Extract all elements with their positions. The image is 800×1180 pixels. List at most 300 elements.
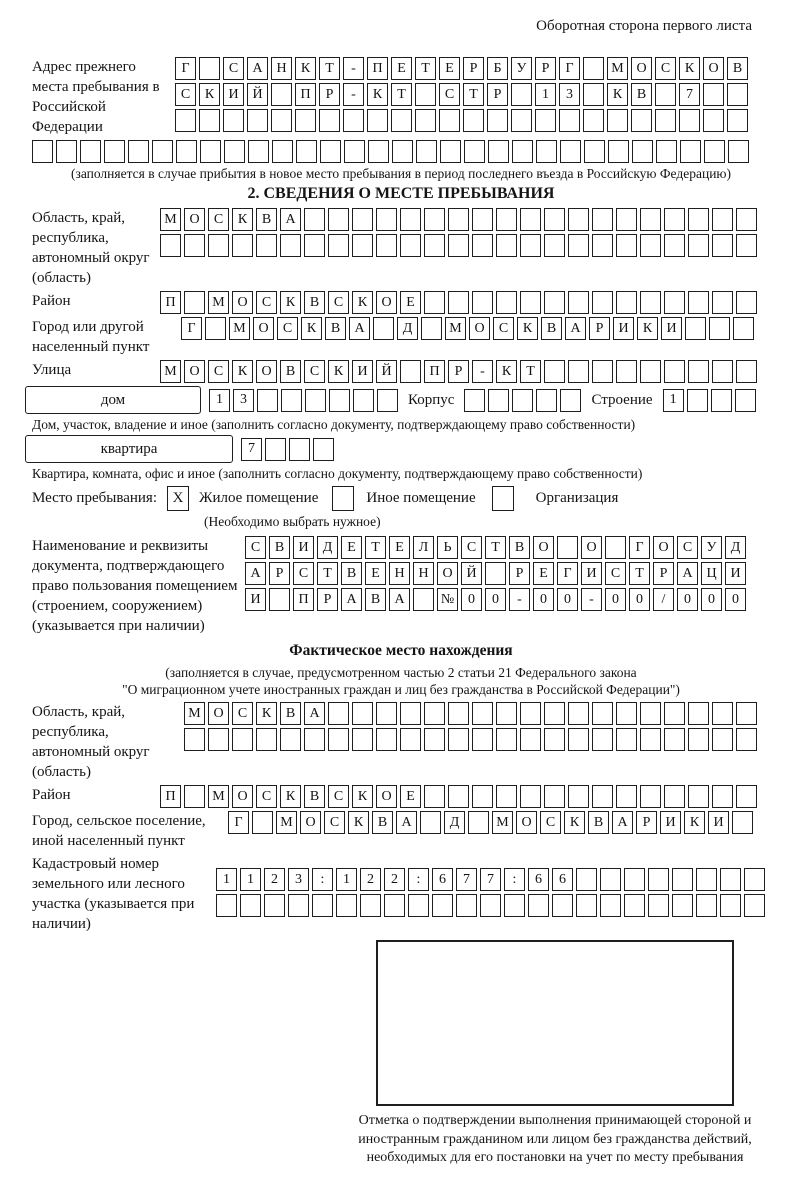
char-cell[interactable]: К <box>684 811 705 834</box>
char-cell[interactable] <box>568 234 589 257</box>
char-cell[interactable] <box>520 702 541 725</box>
char-cell[interactable] <box>424 208 445 231</box>
char-cell[interactable] <box>688 360 709 383</box>
char-cell[interactable] <box>648 868 669 891</box>
char-cell[interactable]: С <box>208 208 229 231</box>
checkbox-zhiloe[interactable]: X <box>167 486 189 511</box>
char-cell[interactable]: А <box>612 811 633 834</box>
char-cell[interactable] <box>496 234 517 257</box>
char-cell[interactable] <box>664 728 685 751</box>
char-cell[interactable]: О <box>703 57 724 80</box>
char-cell[interactable] <box>415 83 436 106</box>
char-cell[interactable] <box>80 140 101 163</box>
char-cell[interactable] <box>709 317 730 340</box>
char-cell[interactable]: К <box>328 360 349 383</box>
char-cell[interactable] <box>376 728 397 751</box>
char-cell[interactable] <box>32 140 53 163</box>
char-cell[interactable] <box>680 140 701 163</box>
char-cell[interactable]: А <box>341 588 362 611</box>
char-cell[interactable] <box>576 894 597 917</box>
char-cell[interactable] <box>376 208 397 231</box>
char-cell[interactable] <box>252 811 273 834</box>
char-cell[interactable] <box>377 389 398 412</box>
char-cell[interactable]: Д <box>725 536 746 559</box>
char-cell[interactable] <box>240 894 261 917</box>
char-cell[interactable]: 3 <box>233 389 254 412</box>
char-cell[interactable] <box>685 317 706 340</box>
char-cell[interactable] <box>520 728 541 751</box>
char-cell[interactable]: О <box>208 702 229 725</box>
char-cell[interactable]: О <box>653 536 674 559</box>
char-cell[interactable] <box>352 208 373 231</box>
char-cell[interactable]: У <box>511 57 532 80</box>
char-cell[interactable] <box>448 234 469 257</box>
char-cell[interactable]: 3 <box>559 83 580 106</box>
char-cell[interactable] <box>664 291 685 314</box>
char-cell[interactable] <box>468 811 489 834</box>
char-cell[interactable] <box>413 588 434 611</box>
char-cell[interactable]: С <box>277 317 298 340</box>
char-cell[interactable] <box>616 234 637 257</box>
char-cell[interactable] <box>744 868 765 891</box>
char-cell[interactable] <box>160 234 181 257</box>
char-cell[interactable] <box>424 728 445 751</box>
char-cell[interactable] <box>711 389 732 412</box>
char-cell[interactable] <box>271 109 292 132</box>
char-cell[interactable]: С <box>328 291 349 314</box>
char-cell[interactable] <box>496 728 517 751</box>
char-cell[interactable]: Е <box>391 57 412 80</box>
char-cell[interactable] <box>420 811 441 834</box>
char-cell[interactable] <box>328 208 349 231</box>
char-cell[interactable] <box>175 109 196 132</box>
char-cell[interactable] <box>688 728 709 751</box>
char-cell[interactable]: М <box>160 360 181 383</box>
char-cell[interactable] <box>271 83 292 106</box>
char-cell[interactable] <box>631 109 652 132</box>
char-cell[interactable] <box>687 389 708 412</box>
char-cell[interactable]: К <box>352 291 373 314</box>
char-cell[interactable] <box>448 702 469 725</box>
char-cell[interactable] <box>336 894 357 917</box>
char-cell[interactable] <box>688 291 709 314</box>
char-cell[interactable] <box>520 785 541 808</box>
char-cell[interactable]: В <box>256 208 277 231</box>
char-cell[interactable]: С <box>493 317 514 340</box>
char-cell[interactable]: П <box>295 83 316 106</box>
char-cell[interactable] <box>152 140 173 163</box>
char-cell[interactable] <box>368 140 389 163</box>
char-cell[interactable] <box>376 234 397 257</box>
char-cell[interactable]: И <box>661 317 682 340</box>
char-cell[interactable]: О <box>533 536 554 559</box>
char-cell[interactable]: М <box>208 291 229 314</box>
char-cell[interactable] <box>616 728 637 751</box>
char-cell[interactable] <box>679 109 700 132</box>
char-cell[interactable] <box>265 438 286 461</box>
char-cell[interactable] <box>511 83 532 106</box>
char-cell[interactable] <box>184 785 205 808</box>
char-cell[interactable] <box>472 702 493 725</box>
char-cell[interactable] <box>536 389 557 412</box>
char-cell[interactable]: О <box>581 536 602 559</box>
char-cell[interactable]: 0 <box>461 588 482 611</box>
char-cell[interactable] <box>616 208 637 231</box>
char-cell[interactable] <box>536 140 557 163</box>
char-cell[interactable]: Р <box>636 811 657 834</box>
char-cell[interactable]: 0 <box>725 588 746 611</box>
char-cell[interactable] <box>269 588 290 611</box>
char-cell[interactable] <box>559 109 580 132</box>
char-cell[interactable] <box>655 109 676 132</box>
char-cell[interactable] <box>568 291 589 314</box>
char-cell[interactable] <box>560 140 581 163</box>
char-cell[interactable] <box>281 389 302 412</box>
char-cell[interactable]: Р <box>317 588 338 611</box>
char-cell[interactable]: А <box>565 317 586 340</box>
char-cell[interactable] <box>544 785 565 808</box>
char-cell[interactable]: В <box>541 317 562 340</box>
char-cell[interactable]: Е <box>341 536 362 559</box>
char-cell[interactable] <box>720 894 741 917</box>
char-cell[interactable] <box>552 894 573 917</box>
char-cell[interactable]: В <box>269 536 290 559</box>
checkbox-inoe[interactable] <box>332 486 354 511</box>
char-cell[interactable] <box>472 728 493 751</box>
char-cell[interactable]: К <box>564 811 585 834</box>
char-cell[interactable]: Г <box>629 536 650 559</box>
char-cell[interactable] <box>520 208 541 231</box>
char-cell[interactable]: В <box>372 811 393 834</box>
char-cell[interactable]: П <box>160 291 181 314</box>
char-cell[interactable] <box>632 140 653 163</box>
char-cell[interactable] <box>640 702 661 725</box>
char-cell[interactable]: - <box>581 588 602 611</box>
char-cell[interactable] <box>712 728 733 751</box>
char-cell[interactable] <box>424 785 445 808</box>
char-cell[interactable]: М <box>184 702 205 725</box>
char-cell[interactable] <box>712 360 733 383</box>
char-cell[interactable] <box>736 291 757 314</box>
char-cell[interactable] <box>344 140 365 163</box>
char-cell[interactable]: С <box>304 360 325 383</box>
char-cell[interactable] <box>400 702 421 725</box>
char-cell[interactable] <box>280 728 301 751</box>
char-cell[interactable] <box>216 894 237 917</box>
char-cell[interactable]: А <box>280 208 301 231</box>
char-cell[interactable]: О <box>376 291 397 314</box>
char-cell[interactable] <box>640 360 661 383</box>
char-cell[interactable] <box>736 702 757 725</box>
char-cell[interactable] <box>288 894 309 917</box>
char-cell[interactable]: В <box>304 785 325 808</box>
char-cell[interactable] <box>184 291 205 314</box>
char-cell[interactable] <box>392 140 413 163</box>
char-cell[interactable] <box>544 208 565 231</box>
char-cell[interactable] <box>703 109 724 132</box>
char-cell[interactable] <box>728 140 749 163</box>
char-cell[interactable] <box>352 234 373 257</box>
char-cell[interactable] <box>712 291 733 314</box>
char-cell[interactable] <box>656 140 677 163</box>
char-cell[interactable]: Г <box>228 811 249 834</box>
char-cell[interactable] <box>736 785 757 808</box>
char-cell[interactable]: Й <box>461 562 482 585</box>
char-cell[interactable] <box>488 389 509 412</box>
char-cell[interactable]: К <box>232 360 253 383</box>
char-cell[interactable] <box>544 728 565 751</box>
char-cell[interactable]: Р <box>589 317 610 340</box>
char-cell[interactable]: А <box>677 562 698 585</box>
char-cell[interactable]: 7 <box>480 868 501 891</box>
char-cell[interactable]: : <box>504 868 525 891</box>
char-cell[interactable] <box>592 234 613 257</box>
char-cell[interactable]: Е <box>400 291 421 314</box>
char-cell[interactable] <box>583 109 604 132</box>
char-cell[interactable] <box>224 140 245 163</box>
char-cell[interactable]: Р <box>509 562 530 585</box>
char-cell[interactable] <box>373 317 394 340</box>
char-cell[interactable]: Г <box>559 57 580 80</box>
char-cell[interactable] <box>456 894 477 917</box>
char-cell[interactable]: 1 <box>336 868 357 891</box>
char-cell[interactable]: П <box>424 360 445 383</box>
char-cell[interactable] <box>463 109 484 132</box>
char-cell[interactable] <box>480 894 501 917</box>
char-cell[interactable] <box>732 811 753 834</box>
char-cell[interactable]: 7 <box>456 868 477 891</box>
char-cell[interactable]: У <box>701 536 722 559</box>
char-cell[interactable]: О <box>253 317 274 340</box>
char-cell[interactable] <box>583 57 604 80</box>
char-cell[interactable] <box>448 208 469 231</box>
char-cell[interactable]: Г <box>175 57 196 80</box>
char-cell[interactable] <box>568 702 589 725</box>
char-cell[interactable]: 0 <box>533 588 554 611</box>
char-cell[interactable] <box>472 208 493 231</box>
char-cell[interactable]: М <box>492 811 513 834</box>
char-cell[interactable] <box>727 109 748 132</box>
char-cell[interactable]: К <box>280 291 301 314</box>
char-cell[interactable]: О <box>256 360 277 383</box>
char-cell[interactable] <box>304 234 325 257</box>
char-cell[interactable] <box>328 234 349 257</box>
char-cell[interactable]: И <box>223 83 244 106</box>
char-cell[interactable] <box>544 702 565 725</box>
char-cell[interactable]: А <box>304 702 325 725</box>
char-cell[interactable] <box>464 389 485 412</box>
char-cell[interactable]: Р <box>463 57 484 80</box>
char-cell[interactable]: М <box>208 785 229 808</box>
char-cell[interactable] <box>400 728 421 751</box>
char-cell[interactable]: Д <box>397 317 418 340</box>
char-cell[interactable]: : <box>312 868 333 891</box>
char-cell[interactable] <box>352 728 373 751</box>
char-cell[interactable] <box>736 360 757 383</box>
char-cell[interactable] <box>304 208 325 231</box>
char-cell[interactable]: М <box>276 811 297 834</box>
char-cell[interactable]: Е <box>365 562 386 585</box>
char-cell[interactable] <box>329 389 350 412</box>
char-cell[interactable] <box>640 234 661 257</box>
char-cell[interactable] <box>487 109 508 132</box>
char-cell[interactable]: Б <box>487 57 508 80</box>
char-cell[interactable]: С <box>256 291 277 314</box>
char-cell[interactable]: О <box>184 208 205 231</box>
char-cell[interactable] <box>640 208 661 231</box>
char-cell[interactable] <box>424 291 445 314</box>
char-cell[interactable]: Н <box>413 562 434 585</box>
char-cell[interactable]: А <box>396 811 417 834</box>
char-cell[interactable]: Т <box>485 536 506 559</box>
char-cell[interactable] <box>592 360 613 383</box>
char-cell[interactable]: К <box>348 811 369 834</box>
char-cell[interactable] <box>736 728 757 751</box>
char-cell[interactable]: Г <box>557 562 578 585</box>
char-cell[interactable] <box>424 234 445 257</box>
char-cell[interactable] <box>448 785 469 808</box>
char-cell[interactable] <box>367 109 388 132</box>
char-cell[interactable] <box>257 389 278 412</box>
char-cell[interactable]: С <box>256 785 277 808</box>
char-cell[interactable] <box>535 109 556 132</box>
char-cell[interactable] <box>280 234 301 257</box>
char-cell[interactable] <box>640 785 661 808</box>
char-cell[interactable]: 1 <box>663 389 684 412</box>
char-cell[interactable]: В <box>727 57 748 80</box>
char-cell[interactable]: О <box>232 785 253 808</box>
char-cell[interactable]: М <box>445 317 466 340</box>
char-cell[interactable] <box>704 140 725 163</box>
char-cell[interactable] <box>568 208 589 231</box>
char-cell[interactable] <box>735 389 756 412</box>
char-cell[interactable] <box>343 109 364 132</box>
char-cell[interactable]: Л <box>413 536 434 559</box>
char-cell[interactable]: - <box>472 360 493 383</box>
char-cell[interactable] <box>592 208 613 231</box>
char-cell[interactable]: К <box>295 57 316 80</box>
char-cell[interactable]: С <box>655 57 676 80</box>
char-cell[interactable] <box>376 702 397 725</box>
char-cell[interactable] <box>600 868 621 891</box>
char-cell[interactable] <box>104 140 125 163</box>
char-cell[interactable]: Д <box>444 811 465 834</box>
char-cell[interactable]: А <box>389 588 410 611</box>
char-cell[interactable]: И <box>613 317 634 340</box>
char-cell[interactable]: В <box>325 317 346 340</box>
char-cell[interactable]: И <box>708 811 729 834</box>
char-cell[interactable]: О <box>516 811 537 834</box>
char-cell[interactable]: С <box>208 360 229 383</box>
char-cell[interactable]: С <box>439 83 460 106</box>
char-cell[interactable]: Е <box>400 785 421 808</box>
char-cell[interactable] <box>496 702 517 725</box>
char-cell[interactable] <box>712 208 733 231</box>
char-cell[interactable]: К <box>301 317 322 340</box>
char-cell[interactable] <box>616 785 637 808</box>
char-cell[interactable] <box>576 868 597 891</box>
char-cell[interactable] <box>607 109 628 132</box>
char-cell[interactable] <box>688 785 709 808</box>
char-cell[interactable]: В <box>341 562 362 585</box>
char-cell[interactable] <box>568 785 589 808</box>
char-cell[interactable] <box>208 234 229 257</box>
char-cell[interactable] <box>384 894 405 917</box>
char-cell[interactable] <box>608 140 629 163</box>
char-cell[interactable] <box>272 140 293 163</box>
char-cell[interactable] <box>568 360 589 383</box>
char-cell[interactable]: И <box>293 536 314 559</box>
char-cell[interactable] <box>472 785 493 808</box>
char-cell[interactable] <box>184 728 205 751</box>
char-cell[interactable]: К <box>607 83 628 106</box>
char-cell[interactable] <box>712 234 733 257</box>
char-cell[interactable]: В <box>304 291 325 314</box>
char-cell[interactable] <box>248 140 269 163</box>
char-cell[interactable] <box>488 140 509 163</box>
char-cell[interactable] <box>616 291 637 314</box>
char-cell[interactable]: В <box>588 811 609 834</box>
char-cell[interactable]: К <box>496 360 517 383</box>
char-cell[interactable]: Т <box>463 83 484 106</box>
char-cell[interactable]: 1 <box>216 868 237 891</box>
char-cell[interactable] <box>360 894 381 917</box>
char-cell[interactable] <box>592 785 613 808</box>
char-cell[interactable]: В <box>631 83 652 106</box>
char-cell[interactable] <box>289 438 310 461</box>
char-cell[interactable] <box>320 140 341 163</box>
char-cell[interactable]: В <box>280 360 301 383</box>
char-cell[interactable] <box>128 140 149 163</box>
char-cell[interactable]: О <box>469 317 490 340</box>
char-cell[interactable]: К <box>232 208 253 231</box>
char-cell[interactable] <box>400 208 421 231</box>
char-cell[interactable] <box>305 389 326 412</box>
char-cell[interactable] <box>664 360 685 383</box>
char-cell[interactable]: Н <box>389 562 410 585</box>
char-cell[interactable] <box>664 702 685 725</box>
char-cell[interactable]: Р <box>653 562 674 585</box>
char-cell[interactable] <box>176 140 197 163</box>
char-cell[interactable] <box>256 728 277 751</box>
char-cell[interactable]: К <box>679 57 700 80</box>
char-cell[interactable] <box>624 894 645 917</box>
char-cell[interactable] <box>664 234 685 257</box>
char-cell[interactable]: Т <box>317 562 338 585</box>
char-cell[interactable] <box>688 234 709 257</box>
char-cell[interactable] <box>352 702 373 725</box>
char-cell[interactable]: 0 <box>557 588 578 611</box>
char-cell[interactable]: 6 <box>528 868 549 891</box>
char-cell[interactable]: С <box>328 785 349 808</box>
char-cell[interactable] <box>296 140 317 163</box>
char-cell[interactable]: Р <box>535 57 556 80</box>
char-cell[interactable]: В <box>509 536 530 559</box>
char-cell[interactable]: - <box>343 57 364 80</box>
char-cell[interactable]: С <box>245 536 266 559</box>
char-cell[interactable]: Й <box>376 360 397 383</box>
char-cell[interactable]: Е <box>533 562 554 585</box>
char-cell[interactable]: П <box>367 57 388 80</box>
char-cell[interactable] <box>439 109 460 132</box>
char-cell[interactable] <box>655 83 676 106</box>
char-cell[interactable]: Т <box>415 57 436 80</box>
char-cell[interactable]: М <box>607 57 628 80</box>
char-cell[interactable] <box>557 536 578 559</box>
char-cell[interactable]: - <box>343 83 364 106</box>
char-cell[interactable] <box>544 360 565 383</box>
char-cell[interactable] <box>640 291 661 314</box>
